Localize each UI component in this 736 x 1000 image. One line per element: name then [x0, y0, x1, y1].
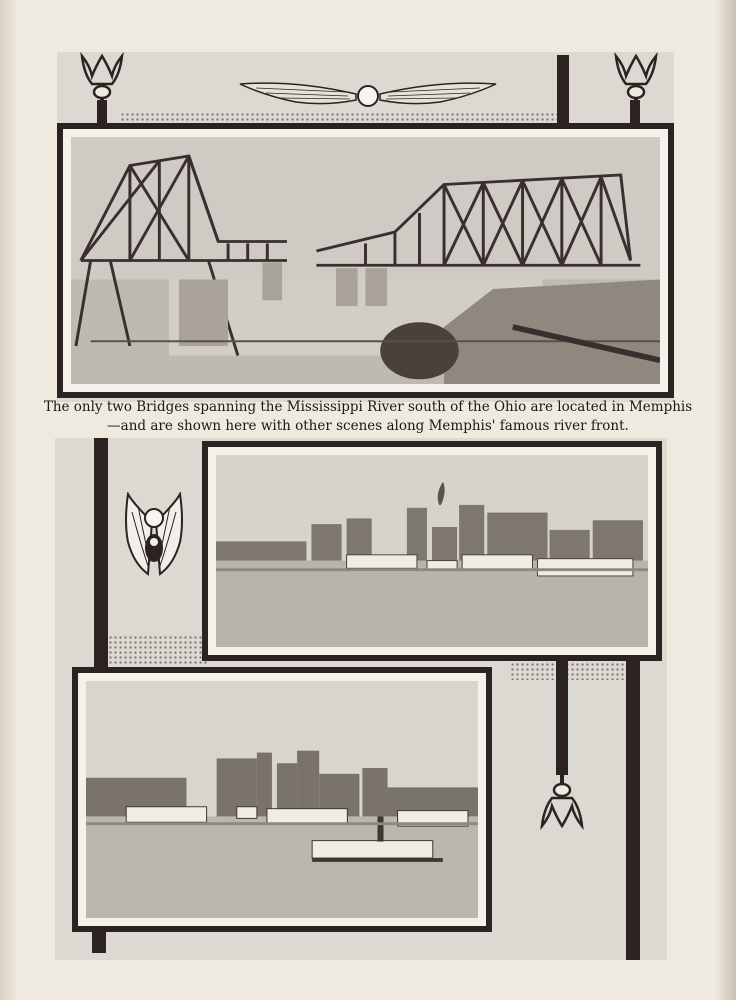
caption — [40, 398, 696, 436]
lotus-icon — [78, 52, 126, 110]
top-right-post — [557, 55, 569, 130]
steamboats-photo-frame — [72, 667, 492, 932]
lotus-icon — [612, 52, 660, 110]
middle-right-speckle — [510, 662, 630, 680]
middle-left-speckle — [108, 635, 208, 665]
left-post-upper — [94, 438, 108, 668]
bridges-photo — [71, 137, 660, 384]
steamboats-photo — [86, 681, 478, 918]
caption-line-1: The only two Bridges spanning the Mississippi River south of the Ohio are located in Memphis — [43, 399, 693, 415]
caption-line-2: —and are shown here with other scenes along Memphis' famous river front. — [107, 418, 629, 434]
right-post-long — [626, 660, 640, 960]
winged-disc-icon — [236, 76, 500, 112]
winged-scarab-icon — [122, 492, 186, 584]
top-speckle — [120, 112, 560, 122]
bridges-photo-frame — [57, 123, 674, 398]
skyline-photo — [216, 455, 648, 647]
lotus-icon — [538, 770, 586, 830]
skyline-photo-frame — [202, 441, 662, 661]
